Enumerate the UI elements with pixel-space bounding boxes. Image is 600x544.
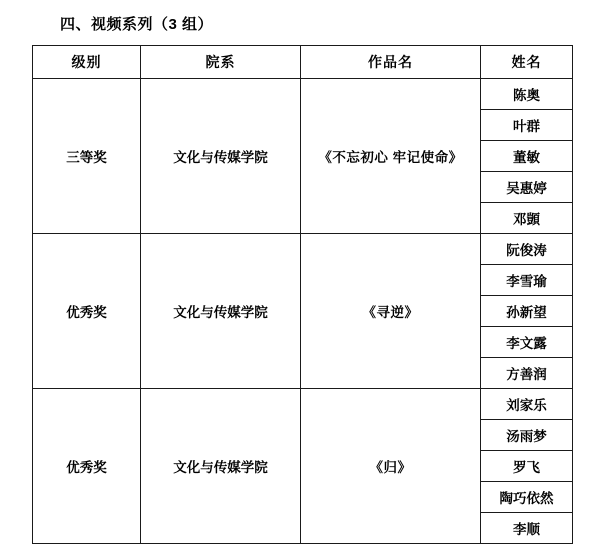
cell-department: 文化与传媒学院 xyxy=(141,79,301,234)
cell-name: 李雪瑜 xyxy=(481,265,573,296)
cell-name: 刘家乐 xyxy=(481,389,573,420)
table-row xyxy=(33,234,573,265)
table-row xyxy=(33,79,573,110)
cell-name: 方善润 xyxy=(481,358,573,389)
cell-name: 董敏 xyxy=(481,141,573,172)
column-header-level: 级别 xyxy=(33,46,141,79)
cell-name: 陈奥 xyxy=(481,79,573,110)
cell-name: 李文露 xyxy=(481,327,573,358)
cell-name: 叶群 xyxy=(481,110,573,141)
cell-name: 邓顗 xyxy=(481,203,573,234)
column-header-name: 姓名 xyxy=(481,46,573,79)
cell-name: 李顺 xyxy=(481,513,573,544)
cell-work: 《不忘初心 牢记使命》 xyxy=(301,79,481,234)
cell-work: 《寻逆》 xyxy=(301,234,481,389)
table-header-row xyxy=(33,46,573,79)
award-table xyxy=(32,45,573,544)
cell-name: 吴惠婷 xyxy=(481,172,573,203)
cell-name: 陶巧依然 xyxy=(481,482,573,513)
cell-name: 罗飞 xyxy=(481,451,573,482)
cell-name: 汤雨梦 xyxy=(481,420,573,451)
column-header-department: 院系 xyxy=(141,46,301,79)
cell-level: 优秀奖 xyxy=(33,234,141,389)
cell-department: 文化与传媒学院 xyxy=(141,234,301,389)
cell-name: 阮俊涛 xyxy=(481,234,573,265)
cell-department: 文化与传媒学院 xyxy=(141,389,301,544)
cell-name: 孙新望 xyxy=(481,296,573,327)
cell-level: 三等奖 xyxy=(33,79,141,234)
cell-work: 《归》 xyxy=(301,389,481,544)
page-title: 四、视频系列（3 组） xyxy=(60,16,214,33)
table-row xyxy=(33,389,573,420)
cell-level: 优秀奖 xyxy=(33,389,141,544)
column-header-work: 作品名 xyxy=(301,46,481,79)
